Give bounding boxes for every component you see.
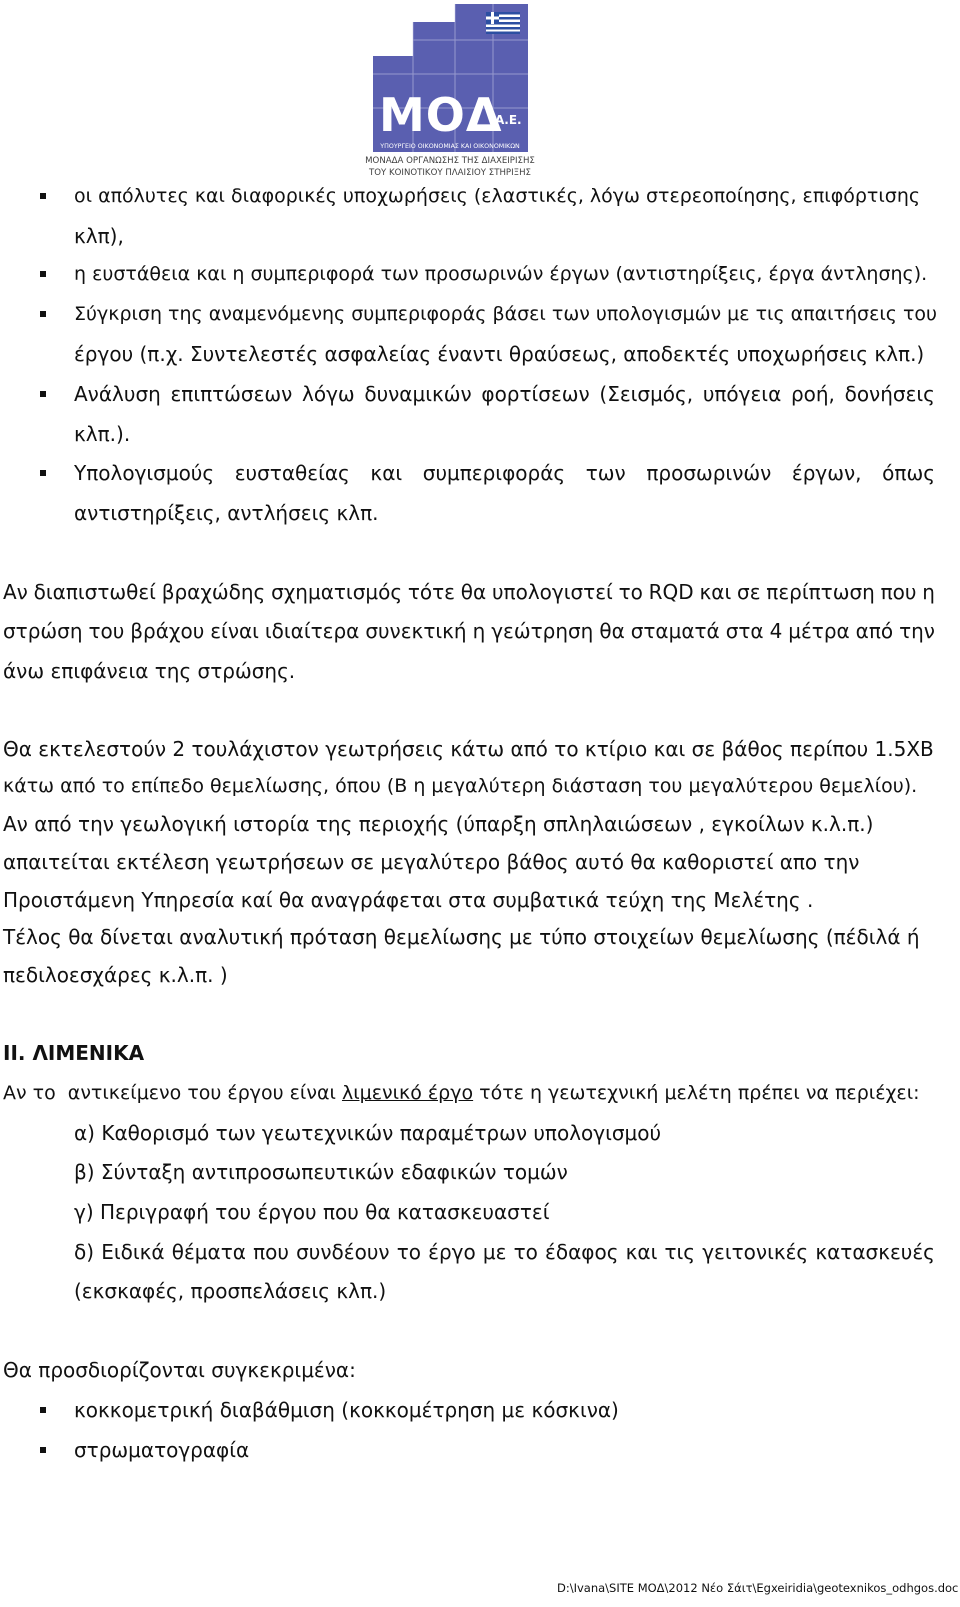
word: και xyxy=(699,580,732,604)
word: Ανάλυση xyxy=(74,382,161,406)
word: του xyxy=(88,619,125,643)
word: δυναμικών xyxy=(364,382,472,406)
word: Αν xyxy=(3,580,28,604)
word: το xyxy=(618,580,643,604)
word: σχηματισμός xyxy=(271,580,403,604)
specifics-intro: Θα προσδιορίζονται συγκεκριμένα: xyxy=(3,1358,356,1382)
list-item: στρωματογραφία xyxy=(74,1438,250,1462)
bullet-marker xyxy=(40,1407,46,1413)
logo-title: ΜΟΔ xyxy=(379,88,503,142)
list-item xyxy=(74,382,935,406)
bullet-marker xyxy=(40,271,46,277)
word: που xyxy=(253,1240,289,1264)
section-heading: ΙΙ. ΛΙΜΕΝΙΚΑ xyxy=(3,1041,145,1065)
word: γεώτρηση xyxy=(491,619,594,643)
paragraph-line: απαιτείται εκτέλεση γεωτρήσεων σε μεγαλύτερο βάθος αυτό θα καθοριστεί απο την xyxy=(3,850,860,874)
logo-caption-line1: ΜΟΝΑΔΑ ΟΡΓΑΝΩΣΗΣ ΤΗΣ ΔΙΑΧΕΙΡΙΣΗΣ xyxy=(365,156,535,166)
section-item xyxy=(74,1240,935,1264)
word: υπολογιστεί xyxy=(491,580,613,604)
paragraph-line: άνω επιφάνεια της στρώσης. xyxy=(3,659,296,683)
paragraph-line xyxy=(3,580,935,604)
word: και xyxy=(625,1240,658,1264)
word: ιδιαίτερα xyxy=(264,619,360,643)
greek-flag-icon xyxy=(486,12,520,34)
paragraph-line: Προιστάμενη Υπηρεσία καί θα αναγράφεται στα συμβατικά τεύχη της Μελέτης . xyxy=(3,888,814,912)
paragraph-line xyxy=(3,619,935,643)
word: θα xyxy=(460,580,487,604)
word: σταματά xyxy=(630,619,720,643)
section-item: γ) Περιγραφή του έργου που θα κατασκευαστεί xyxy=(74,1200,550,1224)
section-intro-underlined: λιμενικό έργο xyxy=(341,1082,474,1104)
word: η xyxy=(922,580,935,604)
word: έργων, xyxy=(791,461,862,485)
bullet-marker xyxy=(40,1447,46,1453)
section-intro-after: τότε η γεωτεχνική μελέτη πρέπει να περιέχει: xyxy=(473,1082,920,1104)
section-item: α) Καθορισμό των γεωτεχνικών παραμέτρων υπολογισμού xyxy=(74,1121,662,1145)
word: τις xyxy=(664,1240,696,1264)
word: σε xyxy=(737,580,761,604)
word: λόγω xyxy=(302,382,355,406)
word: συνδέουν xyxy=(296,1240,390,1264)
word: και xyxy=(370,461,403,485)
paragraph-line: κάτω από το επίπεδο θεμελίωσης, όπου (Β η μεγαλύτερη διάσταση του μεγαλύτερου θεμελίου). xyxy=(3,775,918,797)
word: προσωρινών xyxy=(646,461,772,485)
word: Ειδικά xyxy=(101,1240,165,1264)
word: στα xyxy=(725,619,764,643)
word: επιπτώσεων xyxy=(170,382,293,406)
logo-ministry: ΥΠΟΥΡΓΕΙΟ ΟΙΚΟΝΟΜΙΑΣ ΚΑΙ ΟΙΚΟΝΟΜΙΚΩΝ xyxy=(380,143,520,150)
logo-caption-line2: ΤΟΥ ΚΟΙΝΟΤΙΚΟΥ ΠΛΑΙΣΙΟΥ ΣΤΗΡΙΞΗΣ xyxy=(369,168,531,178)
list-item-continued: κλπ.). xyxy=(74,422,131,446)
word: φορτίσεων xyxy=(481,382,590,406)
section-intro-before: Αν το αντικείμενο του έργου είναι xyxy=(3,1082,342,1104)
bullet-marker xyxy=(40,311,46,317)
word: την xyxy=(899,619,935,643)
word: Υπολογισμούς xyxy=(74,461,215,485)
word: που xyxy=(880,580,917,604)
word: ροή, xyxy=(790,382,835,406)
word: δονήσεις xyxy=(844,382,935,406)
word: (Σεισμός, xyxy=(599,382,694,406)
paragraph-line: Θα εκτελεστούν 2 τουλάχιστον γεωτρήσεις κάτω από το κτίριο και σε βάθος περίπου 1.5ΧΒ xyxy=(3,737,934,761)
word: όπως xyxy=(882,461,935,485)
word: ευσταθείας xyxy=(234,461,350,485)
paragraph-line: Τέλος θα δίνεται αναλυτική πρόταση θεμελίωσης με τύπο στοιχείων θεμελίωσης (πέδιλά ή xyxy=(3,925,920,949)
word: μέτρα xyxy=(788,619,850,643)
section-item: β) Σύνταξη αντιπροσωπευτικών εδαφικών τομών xyxy=(74,1160,568,1184)
word: είναι xyxy=(210,619,259,643)
bullet-marker xyxy=(40,193,46,199)
list-item-continued: αντιστηρίξεις, αντλήσεις κλπ. xyxy=(74,501,379,525)
word: υπόγεια xyxy=(702,382,782,406)
word: το xyxy=(396,1240,421,1264)
bullet-marker xyxy=(40,391,46,397)
word: θα xyxy=(599,619,625,643)
word: γειτονικές xyxy=(702,1240,809,1264)
paragraph-line: πεδιλοεσχάρες κ.λ.π. ) xyxy=(3,963,228,987)
word: συμπεριφοράς xyxy=(422,461,566,485)
word: διαπιστωθεί xyxy=(33,580,156,604)
word: των xyxy=(585,461,626,485)
word: δ) xyxy=(74,1240,95,1264)
list-item: η ευστάθεια και η συμπεριφορά των προσωρινών έργων (αντιστηρίξεις, έργα άντλησης). xyxy=(74,263,928,285)
word: συνεκτική xyxy=(365,619,467,643)
list-item: κοκκομετρική διαβάθμιση (κοκκομέτρηση με κόσκινα) xyxy=(74,1398,619,1422)
word: θέματα xyxy=(171,1240,246,1264)
list-item xyxy=(74,461,935,485)
word: τότε xyxy=(407,580,455,604)
word: βραχώδης xyxy=(161,580,266,604)
word: από xyxy=(855,619,894,643)
word: έργο xyxy=(428,1240,476,1264)
mod-logo xyxy=(365,4,595,180)
word: RQD xyxy=(648,580,694,604)
word: περίπτωση xyxy=(766,580,875,604)
footer-file-path: D:\Ivana\SITE ΜΟΔ\2012 Νέο Σάιτ\Egxeiridia\geotexnikos_odhgos.doc xyxy=(557,1581,959,1595)
word: βράχου xyxy=(130,619,205,643)
list-item: οι απόλυτες και διαφορικές υποχωρήσεις (ελαστικές, λόγω στερεοποίησης, επιφόρτισης xyxy=(74,185,921,207)
list-item: Σύγκριση της αναμενόμενης συμπεριφοράς βάσει των υπολογισμών με τις απαιτήσεις του xyxy=(74,303,938,325)
list-item-continued: έργου (π.χ. Συντελεστές ασφαλείας έναντι θραύσεως, αποδεκτές υποχωρήσεις κλπ.) xyxy=(74,342,925,366)
bullet-marker xyxy=(40,470,46,476)
paragraph-line: Αν από την γεωλογική ιστορία της περιοχής (ύπαρξη σπληλαιώσεων , εγκοίλων κ.λ.π.) xyxy=(3,812,874,836)
word: με xyxy=(482,1240,507,1264)
word: στρώση xyxy=(3,619,83,643)
list-item-continued: κλπ), xyxy=(74,224,124,248)
logo-suffix: Α.Ε. xyxy=(495,113,522,127)
word: 4 xyxy=(769,619,783,643)
word: κατασκευές xyxy=(815,1240,935,1264)
word: το xyxy=(513,1240,538,1264)
word: η xyxy=(472,619,486,643)
section-intro xyxy=(3,1081,920,1105)
word: έδαφος xyxy=(545,1240,619,1264)
section-item-continued: (εκσκαφές, προσπελάσεις κλπ.) xyxy=(74,1279,387,1303)
